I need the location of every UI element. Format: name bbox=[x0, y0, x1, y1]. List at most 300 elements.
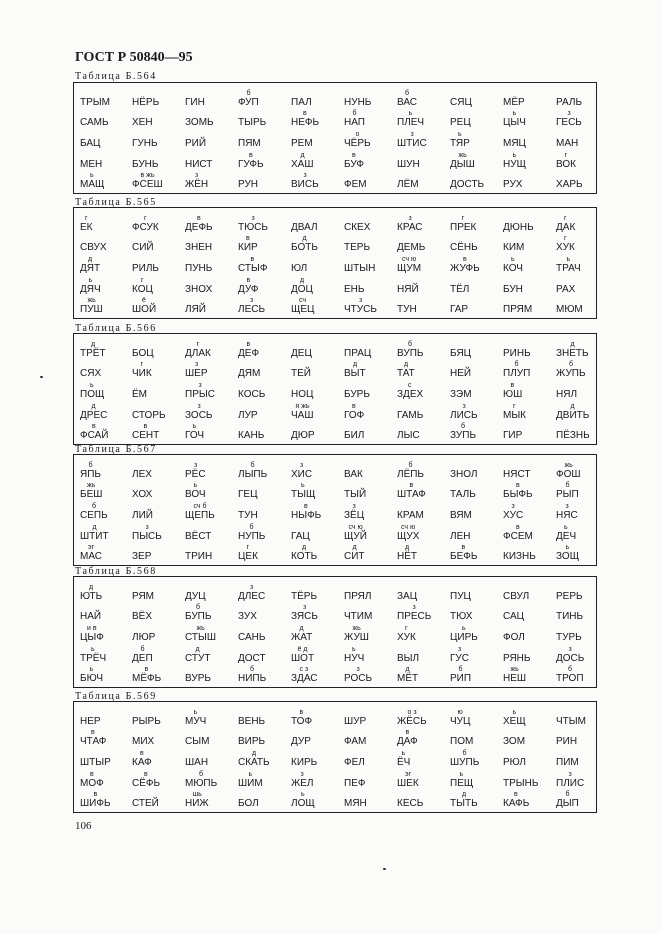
superscript-mark: жь bbox=[87, 482, 96, 489]
word-cell bbox=[132, 423, 184, 446]
word-cell bbox=[397, 300, 449, 320]
word-cell bbox=[503, 587, 555, 607]
word-text: РЯНЬ bbox=[503, 653, 531, 664]
word-cell bbox=[238, 134, 290, 154]
word-text: ГЕЦ bbox=[238, 489, 258, 500]
word-text: РИНЬ bbox=[503, 348, 531, 359]
word-cell bbox=[291, 403, 343, 426]
word-cell bbox=[238, 235, 290, 258]
word-grid bbox=[80, 334, 592, 444]
word-cell bbox=[344, 344, 396, 364]
word-text: ДЕМЬ bbox=[397, 242, 426, 253]
word-cell bbox=[556, 503, 608, 526]
word-cell bbox=[397, 90, 449, 113]
word-cell bbox=[344, 587, 396, 607]
word-text: ТЫЙ bbox=[344, 489, 367, 500]
superscript-mark: ь bbox=[248, 771, 253, 778]
superscript-mark: ь bbox=[90, 172, 94, 179]
word-cell bbox=[291, 791, 343, 814]
superscript-mark: д bbox=[570, 341, 575, 348]
word-text: ТАТ bbox=[397, 368, 415, 379]
table-row bbox=[80, 482, 592, 505]
word-text: РЕЦ bbox=[450, 117, 471, 128]
superscript-mark: д bbox=[195, 646, 200, 653]
superscript-mark: з bbox=[250, 584, 254, 591]
word-text: ЗУПЬ bbox=[450, 430, 477, 441]
superscript-mark: ь bbox=[566, 256, 571, 263]
word-cell bbox=[238, 90, 290, 113]
word-text: ГАР bbox=[450, 304, 469, 315]
word-text: ФОЛ bbox=[503, 632, 525, 643]
table-caption: Таблица Б.564 bbox=[75, 71, 157, 82]
word-cell bbox=[397, 110, 449, 133]
word-table bbox=[73, 333, 597, 445]
word-cell bbox=[185, 482, 237, 505]
superscript-mark: б bbox=[408, 341, 413, 348]
word-text: НУПЬ bbox=[238, 531, 266, 542]
word-text: ПРЕСЬ bbox=[397, 611, 432, 622]
word-text: ДЕП bbox=[132, 653, 153, 664]
superscript-mark: з bbox=[568, 646, 572, 653]
word-text: ДУЦ bbox=[185, 591, 206, 602]
word-text: ДЫП bbox=[556, 798, 579, 809]
superscript-mark: з bbox=[197, 403, 201, 410]
superscript-mark: жь bbox=[87, 297, 96, 304]
word-cell bbox=[397, 155, 449, 175]
superscript-mark: эг bbox=[405, 771, 412, 778]
word-grid bbox=[80, 455, 592, 565]
superscript-mark: в bbox=[463, 256, 467, 263]
word-text: МАЩ bbox=[80, 179, 105, 190]
word-cell bbox=[132, 406, 184, 426]
word-text: ЧТУСЬ bbox=[344, 304, 377, 315]
superscript-mark: ь bbox=[462, 625, 466, 632]
word-cell bbox=[132, 297, 184, 320]
word-cell bbox=[450, 423, 502, 446]
word-cell bbox=[291, 587, 343, 607]
word-cell bbox=[556, 607, 608, 627]
word-text: ГИН bbox=[185, 97, 205, 108]
word-cell bbox=[503, 482, 555, 505]
word-cell bbox=[80, 93, 132, 113]
word-cell bbox=[397, 426, 449, 446]
word-cell bbox=[556, 93, 608, 113]
word-cell bbox=[556, 646, 608, 669]
word-text: ПУНЬ bbox=[185, 263, 213, 274]
word-text: НЯЛ bbox=[556, 389, 578, 400]
word-text: ШТИС bbox=[397, 138, 427, 149]
word-text: НЕЙ bbox=[450, 368, 472, 379]
word-text: ЛИСЬ bbox=[450, 410, 478, 421]
word-cell bbox=[291, 482, 343, 505]
superscript-mark: г bbox=[513, 403, 516, 410]
word-text: ДВАЛ bbox=[291, 222, 318, 233]
word-text: СЁНЬ bbox=[450, 242, 478, 253]
word-text: ПЕЩ bbox=[450, 778, 474, 789]
word-cell bbox=[238, 385, 290, 405]
word-text: ДЯТ bbox=[80, 263, 101, 274]
word-cell bbox=[503, 344, 555, 364]
word-grid bbox=[80, 83, 592, 193]
superscript-mark: б bbox=[246, 90, 251, 97]
word-text: САЦ bbox=[503, 611, 525, 622]
word-cell bbox=[450, 506, 502, 526]
word-table bbox=[73, 576, 597, 688]
word-cell bbox=[132, 750, 184, 773]
word-cell bbox=[344, 774, 396, 794]
superscript-mark: з bbox=[195, 172, 199, 179]
word-text: ДЛЕС bbox=[238, 591, 266, 602]
word-cell bbox=[397, 482, 449, 505]
word-cell bbox=[556, 235, 608, 258]
word-text: ЗНЕТЬ bbox=[556, 348, 589, 359]
superscript-mark: б bbox=[408, 462, 413, 469]
word-grid bbox=[80, 577, 592, 687]
word-cell bbox=[503, 791, 555, 814]
word-cell bbox=[291, 218, 343, 238]
table-row bbox=[80, 604, 592, 627]
word-cell bbox=[185, 215, 237, 238]
word-text: ЗОМ bbox=[503, 736, 526, 747]
word-text: ГУНЬ bbox=[132, 138, 158, 149]
table-row bbox=[80, 235, 592, 258]
superscript-mark: с з bbox=[299, 666, 309, 673]
word-cell bbox=[238, 341, 290, 364]
word-text: ФСЕМ bbox=[503, 531, 533, 542]
word-text: МЮМ bbox=[556, 304, 583, 315]
table-row bbox=[80, 152, 592, 175]
word-cell bbox=[132, 113, 184, 133]
word-text: НУЩ bbox=[503, 159, 526, 170]
word-cell bbox=[291, 297, 343, 320]
superscript-mark: б bbox=[196, 604, 201, 611]
word-cell bbox=[132, 215, 184, 238]
word-cell bbox=[556, 482, 608, 505]
word-cell bbox=[503, 524, 555, 547]
table-row bbox=[80, 584, 592, 607]
superscript-mark: г bbox=[140, 361, 144, 368]
superscript-mark: в bbox=[299, 709, 304, 716]
word-text: ЁМ bbox=[132, 389, 148, 400]
superscript-mark: ь bbox=[192, 423, 197, 430]
word-text: ХУС bbox=[503, 510, 524, 521]
word-text: СКЕХ bbox=[344, 222, 371, 233]
superscript-mark: ё д bbox=[297, 646, 308, 653]
word-text: ШТЫР bbox=[80, 757, 111, 768]
superscript-mark: з bbox=[359, 297, 363, 304]
word-text: ПОЩ bbox=[80, 389, 105, 400]
table-caption: Таблица Б.567 bbox=[75, 444, 157, 455]
superscript-mark: з bbox=[511, 503, 515, 510]
superscript-mark: з bbox=[567, 110, 571, 117]
word-text: ЩУЙ bbox=[344, 531, 367, 542]
superscript-mark: з bbox=[195, 361, 199, 368]
superscript-mark: в bbox=[514, 791, 518, 798]
word-text: ЗНЕН bbox=[185, 242, 213, 253]
word-text: МЁФЬ bbox=[132, 673, 162, 684]
word-cell bbox=[238, 732, 290, 752]
superscript-mark: б bbox=[514, 361, 519, 368]
word-text: ЦЫФ bbox=[80, 632, 104, 643]
word-cell bbox=[503, 465, 555, 485]
word-text: НЫФЬ bbox=[291, 510, 322, 521]
word-text: НИСТ bbox=[185, 159, 213, 170]
superscript-mark: в bbox=[144, 771, 148, 778]
word-text: САМЬ bbox=[80, 117, 109, 128]
superscript-mark: д bbox=[300, 152, 305, 159]
word-text: ПЛЕЧ bbox=[397, 117, 425, 128]
word-text: РУН bbox=[238, 179, 259, 190]
word-text: ВУРЬ bbox=[185, 673, 211, 684]
word-text: ГУС bbox=[450, 653, 469, 664]
word-text: ТЮСЬ bbox=[238, 222, 268, 233]
word-text: ВИРЬ bbox=[238, 736, 266, 747]
word-text: ЗНОХ bbox=[185, 284, 213, 295]
word-text: РЯМ bbox=[132, 591, 155, 602]
superscript-mark: в bbox=[250, 256, 255, 263]
word-text: ПРЕК bbox=[450, 222, 477, 233]
word-cell bbox=[291, 771, 343, 794]
word-text: НЯС bbox=[556, 510, 578, 521]
word-text: ТИНЬ bbox=[556, 611, 584, 622]
word-text: ПОМ bbox=[450, 736, 474, 747]
table-row bbox=[80, 172, 592, 195]
word-cell bbox=[450, 256, 502, 279]
superscript-mark: з bbox=[410, 131, 414, 138]
word-text: ШЕК bbox=[397, 778, 419, 789]
word-text: НОЦ bbox=[291, 389, 314, 400]
word-cell bbox=[344, 465, 396, 485]
superscript-mark: ь bbox=[512, 110, 517, 117]
word-text: СЁФЬ bbox=[132, 778, 161, 789]
word-cell bbox=[344, 152, 396, 175]
word-cell bbox=[185, 527, 237, 547]
word-cell bbox=[80, 215, 132, 238]
superscript-mark: г bbox=[564, 235, 567, 242]
word-cell bbox=[556, 134, 608, 154]
word-text: ФСУК bbox=[132, 222, 159, 233]
word-text: ТЮХ bbox=[450, 611, 473, 622]
word-text: ЛУР bbox=[238, 410, 258, 421]
word-text: ПАЛ bbox=[291, 97, 312, 108]
word-cell bbox=[132, 771, 184, 794]
superscript-mark: сч ю bbox=[348, 524, 363, 531]
word-text: НУНЬ bbox=[344, 97, 372, 108]
word-text: ЮТЬ bbox=[80, 591, 103, 602]
word-text: ТРОП bbox=[556, 673, 584, 684]
word-cell bbox=[238, 666, 290, 689]
word-cell bbox=[344, 403, 396, 426]
word-cell bbox=[80, 544, 132, 567]
word-text: ГИР bbox=[503, 430, 523, 441]
superscript-mark: д bbox=[404, 361, 409, 368]
word-cell bbox=[556, 341, 608, 364]
word-cell bbox=[132, 732, 184, 752]
word-text: ЛЯЙ bbox=[185, 304, 206, 315]
word-cell bbox=[291, 625, 343, 648]
word-text: БЕШ bbox=[80, 489, 103, 500]
superscript-mark: ь bbox=[564, 524, 568, 531]
word-cell bbox=[291, 426, 343, 446]
word-text: ХЕЩ bbox=[503, 716, 526, 727]
word-cell bbox=[556, 791, 608, 814]
word-text: ЛЁПЬ bbox=[397, 469, 424, 480]
word-cell bbox=[291, 344, 343, 364]
word-text: КОЧ bbox=[503, 263, 523, 274]
word-text: ДОСТ bbox=[238, 653, 266, 664]
word-text: ХАРЬ bbox=[556, 179, 583, 190]
word-text: ГОФ bbox=[344, 410, 365, 421]
word-text: ВЯМ bbox=[450, 510, 472, 521]
word-cell bbox=[185, 547, 237, 567]
word-text: ЦИРЬ bbox=[450, 632, 478, 643]
superscript-mark: и в bbox=[87, 625, 97, 632]
superscript-mark: д bbox=[300, 277, 305, 284]
word-text: КАНЬ bbox=[238, 430, 265, 441]
word-cell bbox=[397, 729, 449, 752]
word-text: МЕН bbox=[80, 159, 103, 170]
word-text: РИП bbox=[450, 673, 472, 684]
superscript-mark: в bbox=[140, 750, 144, 757]
superscript-mark: жь bbox=[196, 625, 205, 632]
word-cell bbox=[503, 175, 555, 195]
word-text: БУПЬ bbox=[185, 611, 212, 622]
word-text: ДЕЦ bbox=[291, 348, 312, 359]
superscript-mark: з bbox=[303, 604, 307, 611]
word-cell bbox=[80, 341, 132, 364]
word-text: ВЫТ bbox=[344, 368, 366, 379]
word-cell bbox=[556, 175, 608, 195]
word-cell bbox=[185, 604, 237, 627]
word-text: ЗОЩ bbox=[556, 551, 580, 562]
word-cell bbox=[450, 403, 502, 426]
word-cell bbox=[450, 93, 502, 113]
word-cell bbox=[185, 709, 237, 732]
word-cell bbox=[503, 547, 555, 567]
word-text: ТРЫМ bbox=[80, 97, 110, 108]
superscript-mark: з bbox=[145, 524, 149, 531]
word-cell bbox=[80, 403, 132, 426]
word-cell bbox=[344, 503, 396, 526]
word-text: КИР bbox=[238, 242, 258, 253]
word-text: ШУПЬ bbox=[450, 757, 480, 768]
word-text: КИРЬ bbox=[291, 757, 318, 768]
word-text: ЧТЫМ bbox=[556, 716, 586, 727]
word-text: СИЙ bbox=[132, 242, 154, 253]
superscript-mark: эг bbox=[88, 544, 95, 551]
superscript-mark: о з bbox=[407, 709, 417, 716]
word-text: РИЛЬ bbox=[132, 263, 159, 274]
superscript-mark: ь bbox=[352, 646, 356, 653]
superscript-mark: в жь bbox=[140, 172, 155, 179]
word-cell bbox=[397, 587, 449, 607]
word-cell bbox=[344, 485, 396, 505]
word-text: НЕР bbox=[80, 716, 101, 727]
word-cell bbox=[291, 152, 343, 175]
word-text: ТЫТЬ bbox=[450, 798, 478, 809]
word-cell bbox=[397, 406, 449, 426]
word-text: ЛЁМ bbox=[397, 179, 419, 190]
word-text: БУН bbox=[503, 284, 523, 295]
word-cell bbox=[556, 385, 608, 405]
superscript-mark: з bbox=[458, 646, 462, 653]
word-text: ЖУШ bbox=[344, 632, 369, 643]
word-text: РОСЬ bbox=[344, 673, 373, 684]
word-cell bbox=[556, 300, 608, 320]
word-cell bbox=[132, 628, 184, 648]
word-cell bbox=[556, 712, 608, 732]
word-text: ХИС bbox=[291, 469, 313, 480]
word-text: РАХ bbox=[556, 284, 576, 295]
word-text: ДРЕС bbox=[80, 410, 108, 421]
table-row bbox=[80, 503, 592, 526]
word-text: РИЙ bbox=[185, 138, 207, 149]
superscript-mark: д bbox=[405, 666, 410, 673]
word-text: ТРИН bbox=[185, 551, 213, 562]
word-cell bbox=[397, 750, 449, 773]
word-text: ВЁСТ bbox=[185, 531, 212, 542]
superscript-mark: д bbox=[252, 750, 257, 757]
superscript-mark: в bbox=[249, 152, 253, 159]
word-text: ЦЕК bbox=[238, 551, 258, 562]
word-text: ДОСТЬ bbox=[450, 179, 485, 190]
word-cell bbox=[450, 175, 502, 195]
superscript-mark: в bbox=[144, 666, 149, 673]
word-cell bbox=[238, 485, 290, 505]
word-text: ВОК bbox=[556, 159, 576, 170]
superscript-mark: ь bbox=[91, 646, 95, 653]
word-text: ШУН bbox=[397, 159, 420, 170]
word-cell bbox=[132, 172, 184, 195]
superscript-mark: б bbox=[565, 791, 570, 798]
word-cell bbox=[238, 750, 290, 773]
superscript-mark: сч ю bbox=[402, 256, 417, 263]
word-text: ЛЫПЬ bbox=[238, 469, 268, 480]
word-cell bbox=[185, 753, 237, 773]
word-text: ЩУХ bbox=[397, 531, 420, 542]
superscript-mark: ь bbox=[193, 482, 198, 489]
word-text: ТЯР bbox=[450, 138, 470, 149]
word-text: ЖЁН bbox=[185, 179, 209, 190]
word-text: ЕК bbox=[80, 222, 93, 233]
word-cell bbox=[503, 280, 555, 300]
table-row bbox=[80, 403, 592, 426]
table-row bbox=[80, 382, 592, 405]
word-cell bbox=[132, 361, 184, 384]
word-cell bbox=[503, 709, 555, 732]
word-text: ЮШ bbox=[503, 389, 523, 400]
word-cell bbox=[556, 753, 608, 773]
word-cell bbox=[291, 364, 343, 384]
word-text: ШАН bbox=[185, 757, 209, 768]
superscript-mark: сч б bbox=[193, 503, 207, 510]
word-text: МЁТ bbox=[397, 673, 419, 684]
word-text: ПЛИС bbox=[556, 778, 585, 789]
superscript-mark: з bbox=[251, 215, 255, 222]
word-cell bbox=[450, 215, 502, 238]
superscript-mark: б bbox=[458, 666, 463, 673]
table-row bbox=[80, 361, 592, 384]
superscript-mark: в bbox=[197, 215, 201, 222]
word-cell bbox=[132, 93, 184, 113]
word-cell bbox=[397, 506, 449, 526]
word-cell bbox=[80, 625, 132, 648]
superscript-mark: в bbox=[304, 503, 308, 510]
superscript-mark: ь bbox=[301, 791, 305, 798]
word-table bbox=[73, 701, 597, 813]
word-cell bbox=[503, 93, 555, 113]
word-cell bbox=[185, 134, 237, 154]
